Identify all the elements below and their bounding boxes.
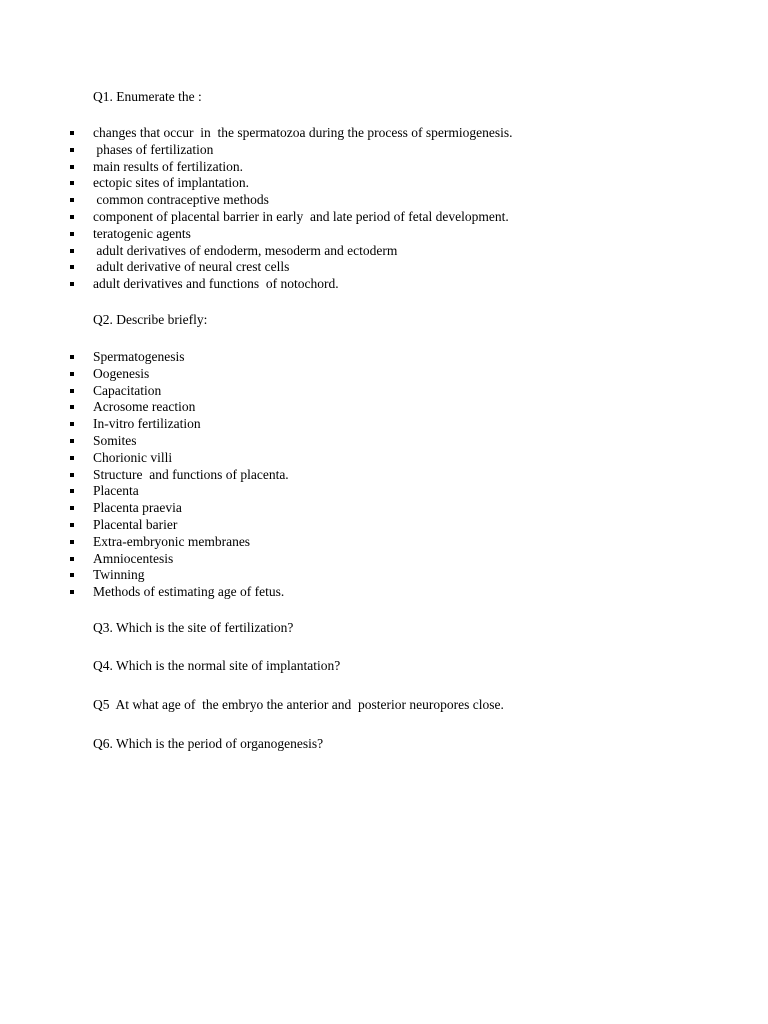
list-item xyxy=(0,276,513,293)
square-bullet-icon xyxy=(70,198,74,202)
question-6-heading: Q6. Which is the period of organogenesis? xyxy=(93,736,324,751)
square-bullet-icon xyxy=(70,249,74,253)
square-bullet-icon xyxy=(70,372,74,376)
square-bullet-icon xyxy=(70,473,74,477)
list-item xyxy=(0,226,513,243)
square-bullet-icon xyxy=(70,590,74,594)
list-item-text: teratogenic agents xyxy=(93,225,191,241)
question-1-heading: Q1. Enumerate the : xyxy=(93,89,202,104)
square-bullet-icon xyxy=(70,523,74,527)
list-item-text: Somites xyxy=(93,432,137,448)
question-5-heading: Q5 At what age of the embryo the anterior and posterior neuropores close. xyxy=(93,697,504,712)
list-item-text: In-vitro fertilization xyxy=(93,416,201,432)
question-1-list xyxy=(0,125,513,293)
square-bullet-icon xyxy=(70,232,74,236)
list-item xyxy=(0,192,513,209)
list-item xyxy=(0,433,289,450)
square-bullet-icon xyxy=(70,405,74,409)
square-bullet-icon xyxy=(70,489,74,493)
square-bullet-icon xyxy=(70,165,74,169)
list-item-text: Amniocentesis xyxy=(93,550,174,566)
list-item xyxy=(0,416,289,433)
list-item xyxy=(0,142,513,159)
square-bullet-icon xyxy=(70,282,74,286)
list-item-text: component of placental barrier in early and late period of fetal development. xyxy=(93,208,509,224)
square-bullet-icon xyxy=(70,573,74,577)
list-item-text: Oogenesis xyxy=(93,365,150,381)
list-item xyxy=(0,517,289,534)
list-item xyxy=(0,483,289,500)
list-item-text: adult derivatives of endoderm, mesoderm and ectoderm xyxy=(93,242,398,258)
square-bullet-icon xyxy=(70,265,74,269)
square-bullet-icon xyxy=(70,131,74,135)
question-2-heading: Q2. Describe briefly: xyxy=(93,312,208,327)
list-item-text: phases of fertilization xyxy=(93,141,214,157)
square-bullet-icon xyxy=(70,456,74,460)
square-bullet-icon xyxy=(70,355,74,359)
list-item-text: main results of fertilization. xyxy=(93,158,243,174)
list-item-text: Structure and functions of placenta. xyxy=(93,466,289,482)
question-4-heading: Q4. Which is the normal site of implantation? xyxy=(93,658,341,673)
list-item-text: adult derivative of neural crest cells xyxy=(93,259,290,275)
square-bullet-icon xyxy=(70,540,74,544)
list-item-text: Methods of estimating age of fetus. xyxy=(93,584,285,600)
list-item-text: changes that occur in the spermatozoa during the process of spermiogenesis. xyxy=(93,125,513,140)
square-bullet-icon xyxy=(70,148,74,152)
list-item xyxy=(0,366,289,383)
list-item xyxy=(0,383,289,400)
list-item-text: Chorionic villi xyxy=(93,449,173,465)
list-item xyxy=(0,349,289,366)
list-item-text: Capacitation xyxy=(93,382,162,398)
list-item xyxy=(0,567,289,584)
list-item xyxy=(0,551,289,568)
list-item xyxy=(0,125,513,142)
list-item xyxy=(0,500,289,517)
question-3-heading: Q3. Which is the site of fertilization? xyxy=(93,620,294,635)
list-item-text: adult derivatives and functions of notochord. xyxy=(93,276,339,292)
square-bullet-icon xyxy=(70,422,74,426)
list-item-text: Extra-embryonic membranes xyxy=(93,533,251,549)
list-item-text: common contraceptive methods xyxy=(93,192,269,208)
square-bullet-icon xyxy=(70,389,74,393)
list-item xyxy=(0,175,513,192)
list-item xyxy=(0,467,289,484)
square-bullet-icon xyxy=(70,557,74,561)
square-bullet-icon xyxy=(70,181,74,185)
list-item-text: Placental barier xyxy=(93,516,178,532)
list-item xyxy=(0,450,289,467)
list-item xyxy=(0,159,513,176)
list-item xyxy=(0,209,513,226)
list-item xyxy=(0,243,513,260)
list-item-text: Twinning xyxy=(93,567,145,583)
list-item-text: Acrosome reaction xyxy=(93,399,196,415)
square-bullet-icon xyxy=(70,506,74,510)
square-bullet-icon xyxy=(70,439,74,443)
list-item xyxy=(0,399,289,416)
question-2-list xyxy=(0,349,289,601)
list-item-text: Placenta xyxy=(93,483,139,499)
square-bullet-icon xyxy=(70,215,74,219)
list-item-text: Spermatogenesis xyxy=(93,349,185,364)
list-item xyxy=(0,259,513,276)
list-item xyxy=(0,534,289,551)
list-item-text: Placenta praevia xyxy=(93,500,182,516)
list-item xyxy=(0,584,289,601)
list-item-text: ectopic sites of implantation. xyxy=(93,175,249,191)
